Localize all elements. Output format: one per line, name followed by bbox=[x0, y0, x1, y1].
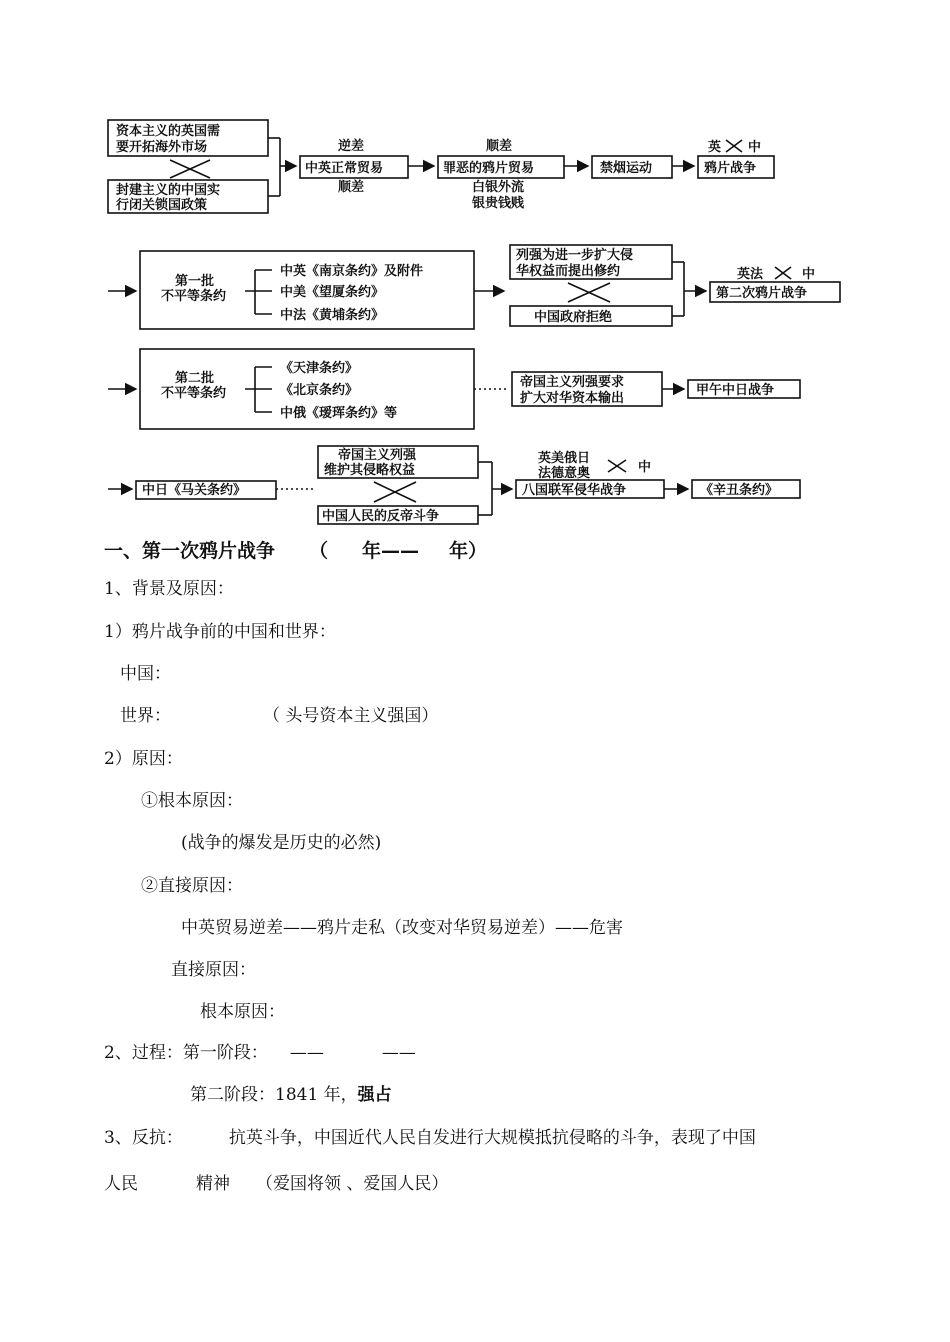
label-britain-france: 英法 bbox=[737, 267, 764, 282]
section-heading-text: 一、第一次鸦片战争 bbox=[104, 540, 276, 562]
pre-war-heading: 1）鸦片战争前的中国和世界： bbox=[104, 622, 336, 642]
process-dash-1: —— bbox=[289, 1043, 324, 1063]
world-label: 世界： bbox=[120, 706, 171, 726]
box-opium-war-label: 鸦片战争 bbox=[704, 161, 757, 176]
treaty-wangxia: 中美《望厦条约》 bbox=[280, 285, 385, 300]
first-batch-subtitle: 不平等条约 bbox=[161, 289, 227, 304]
people-label: 人民 bbox=[104, 1174, 138, 1194]
heading-year-dash: 年—— bbox=[362, 540, 420, 562]
box-sino-japanese-war-label: 甲午中日战争 bbox=[696, 383, 775, 398]
trade-chain-line: 中英贸易逆差——鸦片走私（改变对华贸易逆差）——危害 bbox=[181, 918, 623, 938]
china-label: 中国： bbox=[120, 664, 171, 684]
process-dash-2: —— bbox=[381, 1043, 416, 1063]
resistance-line-2 bbox=[104, 1173, 448, 1195]
root-cause-label: ①根本原因： bbox=[141, 791, 243, 811]
background-heading: 1、背景及原因： bbox=[104, 579, 234, 599]
label-china: 中 bbox=[748, 140, 762, 155]
box-normal-trade-label: 中英正常贸易 bbox=[305, 161, 384, 176]
resistance-text: 抗英斗争，中国近代人民自发进行大规模抵抗侵略的斗争，表现了中国 bbox=[228, 1128, 756, 1148]
box-anti-imperial-label: 中国人民的反帝斗争 bbox=[322, 509, 440, 524]
box-britain-need-line2: 要开拓海外市场 bbox=[116, 140, 208, 155]
box-imperial-interests-line2: 维护其侵略权益 bbox=[324, 463, 416, 478]
second-batch-subtitle: 不平等条约 bbox=[161, 386, 227, 401]
box-second-opium-war-label: 第二次鸦片战争 bbox=[716, 286, 808, 301]
treaty-aigun: 中俄《瑷珲条约》等 bbox=[280, 406, 398, 421]
box-imperial-capital-line2: 扩大对华资本输出 bbox=[520, 391, 625, 406]
label-china-2: 中 bbox=[802, 267, 816, 282]
resistance-line bbox=[104, 1127, 756, 1149]
patriot-note: （爱国将领 、爱国人民） bbox=[256, 1174, 449, 1194]
box-britain-need-line1: 资本主义的英国需 bbox=[116, 124, 221, 139]
box-opium-trade-label: 罪恶的鸦片贸易 bbox=[443, 161, 535, 176]
direct-cause-sub: 直接原因： bbox=[171, 960, 256, 980]
treaty-tianjin: 《天津条约》 bbox=[280, 361, 359, 376]
box-eight-nation-label: 八国联军侵华战争 bbox=[522, 483, 627, 498]
root-cause-note: (战争的爆发是历史的必然) bbox=[181, 833, 382, 853]
second-batch-title: 第二批 bbox=[175, 371, 215, 386]
box-imperial-capital-line1: 帝国主义列强要求 bbox=[520, 375, 625, 390]
cause-heading: 2）原因： bbox=[104, 749, 183, 769]
label-china-3: 中 bbox=[638, 460, 652, 475]
box-imperial-interests-line1: 帝国主义列强 bbox=[338, 448, 417, 463]
direct-cause-label: ②直接原因： bbox=[141, 876, 243, 896]
box-boxer-protocol-label: 《辛丑条约》 bbox=[700, 483, 779, 498]
treaty-beijing: 《北京条约》 bbox=[280, 383, 359, 398]
label-britain: 英 bbox=[708, 140, 722, 155]
treaty-huangpu: 中法《黄埔条约》 bbox=[280, 308, 385, 323]
box-ban-opium-label: 禁烟运动 bbox=[600, 161, 653, 176]
history-flow-diagram bbox=[0, 0, 950, 524]
box-shimonoseki-label: 中日《马关条约》 bbox=[142, 483, 247, 498]
box-powers-revise-line1: 列强为进一步扩大侵 bbox=[516, 248, 634, 263]
process-line bbox=[104, 1042, 416, 1064]
stage-two-text: 第二阶段：1841 年， bbox=[190, 1085, 358, 1105]
label-surplus: 顺差 bbox=[338, 180, 365, 195]
section-heading bbox=[104, 536, 487, 563]
world-line bbox=[120, 705, 438, 727]
stage-two-bold: 强占 bbox=[357, 1085, 392, 1105]
resistance-label: 3、反抗： bbox=[104, 1128, 183, 1148]
root-cause-sub: 根本原因： bbox=[200, 1002, 285, 1022]
label-silver-price: 银贵钱贱 bbox=[472, 196, 525, 211]
label-allies-2: 法德意奥 bbox=[538, 466, 591, 481]
stage-two-line bbox=[190, 1084, 392, 1106]
spirit-label: 精神 bbox=[196, 1174, 230, 1194]
box-powers-revise-line2: 华权益而提出修约 bbox=[516, 264, 621, 279]
label-deficit: 逆差 bbox=[338, 139, 365, 154]
first-batch-title: 第一批 bbox=[175, 274, 215, 289]
label-silver-outflow: 白银外流 bbox=[472, 180, 525, 195]
treaty-nanjing: 中英《南京条约》及附件 bbox=[280, 264, 424, 279]
world-note: （ 头号资本主义强国） bbox=[263, 706, 439, 726]
label-opium-surplus: 顺差 bbox=[486, 139, 513, 154]
process-label: 2、过程：第一阶段： bbox=[104, 1043, 268, 1063]
heading-paren: （ bbox=[309, 540, 329, 562]
box-gov-refuse-label: 中国政府拒绝 bbox=[534, 310, 613, 325]
label-allies-1: 英美俄日 bbox=[538, 451, 591, 466]
box-china-closed-line2: 行闭关锁国政策 bbox=[116, 198, 208, 213]
heading-year-end: 年） bbox=[449, 540, 488, 562]
box-china-closed-line1: 封建主义的中国实 bbox=[116, 183, 221, 198]
